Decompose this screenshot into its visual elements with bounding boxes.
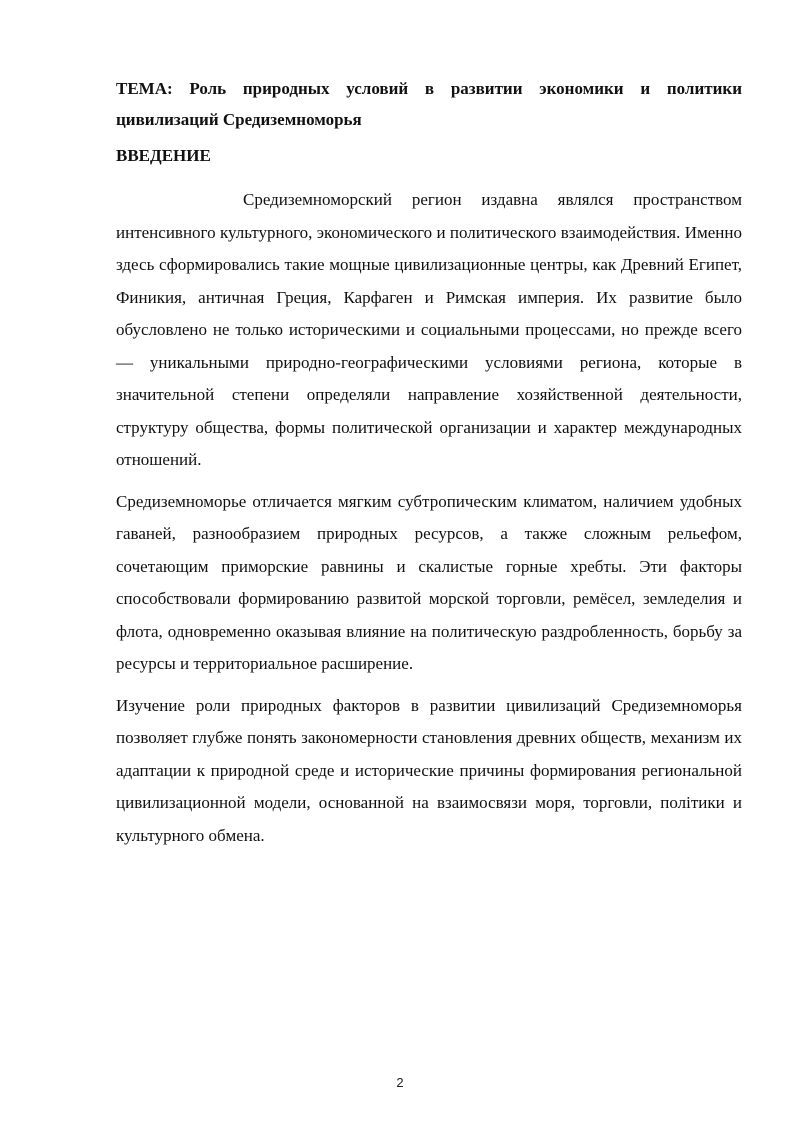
document-topic: ТЕМА: Роль природных условий в развитии экономики и политики цивилизаций Средиземноморья bbox=[116, 79, 742, 129]
paragraph-study-goal: Изучение роли природных факторов в развитии цивилизаций Средиземноморья позволяет глубже понять закономерности становления древних обществ, механизм их адаптации к природной среде и исторические причины формирования региональной цивилизационной модели, основанной на взаимосвязи моря, торговли, політики и культурного обмена. bbox=[116, 695, 742, 845]
section-heading: ВВЕДЕНИЕ bbox=[116, 146, 211, 165]
page-number: 2 bbox=[396, 1075, 404, 1090]
paragraph-intro: Средиземноморский регион издавна являлся пространством интенсивного культурного, экономического и политического взаимодействия. Именно здесь сформировались такие мощные цивилизационные центры, как Древний Египет, Финикия, античная Греция, Карфаген и Римская империя. Их развитие было обусловлено не только историческими и социальными процессами, но прежде всего — уникальными природно-географическими условиями региона, которые в значительной степени определяли направление хозяйственной деятельности, структуру общества, формы политической организации и характер международных отношений. bbox=[116, 190, 742, 469]
paragraph-geography: Средиземноморье отличается мягким субтропическим климатом, наличием удобных гаваней, разнообразием природных ресурсов, а также сложным рельефом, сочетающим приморские равнины и скалистые горные хребты. Эти факторы способствовали формированию развитой морской торговли, ремёсел, земледелия и флота, одновременно оказывая влияние на политическую раздробленность, борьбу за ресурсы и территориальное расширение. bbox=[116, 491, 742, 673]
page-content bbox=[116, 73, 742, 852]
